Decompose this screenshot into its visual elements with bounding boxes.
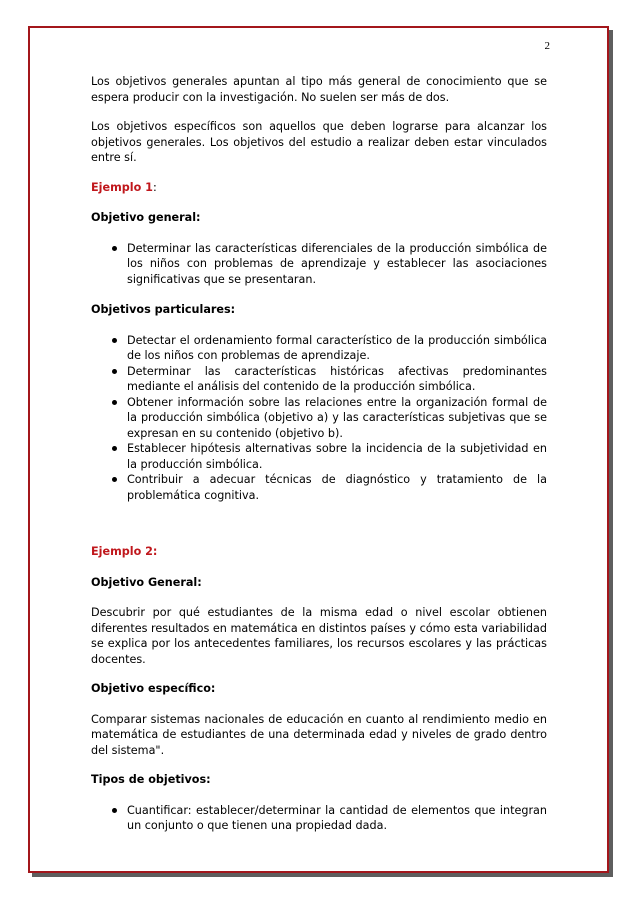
bullet-icon	[112, 446, 117, 451]
specific-objective-text: Comparar sistemas nacionales de educación en cuanto al rendimiento medio en matemática de estudiantes de una determinada edad y niveles de grado dentro del sistema".	[91, 712, 547, 757]
bullet-icon	[112, 338, 117, 343]
example-1-label: Ejemplo 1	[91, 180, 153, 194]
list-item	[91, 803, 547, 834]
page-number: 2	[544, 40, 550, 52]
list-item	[91, 395, 547, 442]
bullet-icon	[112, 246, 117, 251]
list-item	[91, 333, 547, 364]
example-2-heading: Ejemplo 2:	[91, 545, 158, 558]
general-objective-heading: Objetivo general:	[91, 211, 201, 224]
example-1-colon: :	[152, 180, 157, 194]
bullet-icon	[112, 808, 117, 813]
general-objective-list	[91, 241, 547, 288]
list-item-text: Detectar el ordenamiento formal característico de la producción simbólica de los niños con problemas de aprendizaje.	[127, 333, 547, 362]
list-item-text: Contribuir a adecuar técnicas de diagnóstico y tratamiento de la problemática cognitiva.	[127, 473, 547, 502]
list-item	[91, 364, 547, 395]
section-spacer	[91, 518, 547, 544]
general-objective-2-text: Descubrir por qué estudiantes de la misma edad o nivel escolar obtienen diferentes resultados en matemática en distintos países y cómo esta variabilidad se explica por los antecedentes familiares, los recursos escolares y las prácticas docentes.	[91, 606, 547, 666]
bullet-icon	[112, 477, 117, 482]
example-1-heading	[91, 180, 547, 196]
list-item-text: Cuantificar: establecer/determinar la cantidad de elementos que integran un conjunto o que tienen una propiedad dada.	[127, 803, 547, 832]
list-item-text: Obtener información sobre las relaciones entre la organización formal de la producción simbólica (objetivo a) y las características subjetivas que se expresan en su contenido (objetivo b).	[127, 395, 547, 440]
general-objective-2-heading: Objetivo General:	[91, 575, 202, 589]
particular-objectives-heading: Objetivos particulares:	[91, 303, 236, 316]
bullet-icon	[112, 369, 117, 374]
document-body	[91, 74, 547, 849]
bullet-icon	[112, 400, 117, 405]
list-item-text: Determinar las características diferenciales de la producción simbólica de los niños con problemas de aprendizaje y establecer las asociaciones significativas que se presentaran.	[127, 241, 547, 286]
objective-types-list	[91, 803, 547, 834]
list-item-text: Establecer hipótesis alternativas sobre la incidencia de la subjetividad en la producción simbólica.	[127, 442, 547, 471]
particular-objectives-list	[91, 333, 547, 504]
list-item-text: Determinar las características históricas afectivas predominantes mediante el análisis del contenido de la producción simbólica.	[127, 364, 547, 393]
intro-paragraph-specific: Los objetivos específicos son aquellos que deben lograrse para alcanzar los objetivos generales. Los objetivos del estudio a realizar deben estar vinculados entre sí.	[91, 120, 547, 164]
intro-paragraph-general: Los objetivos generales apuntan al tipo más general de conocimiento que se espera producir con la investigación. No suelen ser más de dos.	[91, 75, 547, 104]
list-item	[91, 441, 547, 472]
specific-objective-heading: Objetivo específico:	[91, 682, 216, 695]
list-item	[91, 472, 547, 503]
objective-types-heading: Tipos de objetivos:	[91, 773, 211, 786]
list-item	[91, 241, 547, 288]
